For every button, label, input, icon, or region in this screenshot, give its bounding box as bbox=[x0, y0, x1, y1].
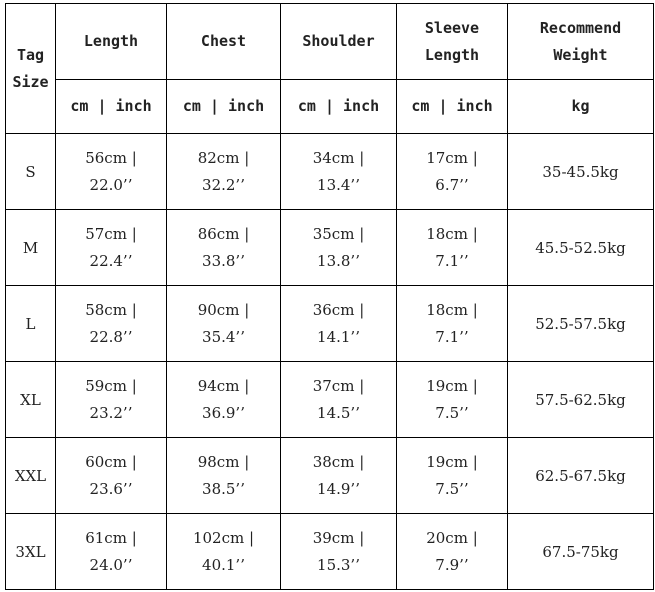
sleeve-inch: 7.9’’ bbox=[435, 555, 469, 574]
sleeve-cell bbox=[397, 286, 508, 362]
length-cell bbox=[56, 210, 167, 286]
shoulder-header: Shoulder bbox=[281, 4, 397, 80]
chest-unit: cm | inch bbox=[167, 80, 281, 134]
sleeve-inch: 7.1’’ bbox=[435, 327, 469, 346]
chest-cell bbox=[167, 362, 281, 438]
length-cell bbox=[56, 438, 167, 514]
chest-cell bbox=[167, 286, 281, 362]
tag-size-cell: XL bbox=[6, 362, 56, 438]
length-header: Length bbox=[56, 4, 167, 80]
weight-cell: 52.5-57.5kg bbox=[508, 286, 654, 362]
sleeve-inch: 7.1’’ bbox=[435, 251, 469, 270]
sleeve-cell bbox=[397, 514, 508, 590]
sleeve-length-header-line-2: Length bbox=[424, 45, 480, 64]
chest-inch: 33.8’’ bbox=[202, 251, 245, 270]
length-inch: 23.2’’ bbox=[89, 403, 133, 422]
shoulder-cm: 36cm | bbox=[312, 300, 365, 319]
tag-size-cell: XXL bbox=[6, 438, 56, 514]
tag-size-header-line-2: Size bbox=[12, 72, 49, 91]
sleeve-cm: 18cm | bbox=[426, 300, 478, 319]
length-cell bbox=[56, 286, 167, 362]
header-row bbox=[6, 4, 654, 80]
shoulder-unit: cm | inch bbox=[281, 80, 397, 134]
length-cm: 61cm | bbox=[85, 528, 137, 547]
sleeve-inch: 7.5’’ bbox=[435, 479, 469, 498]
sleeve-cell bbox=[397, 210, 508, 286]
shoulder-cell bbox=[281, 286, 397, 362]
chest-cm: 90cm | bbox=[197, 300, 250, 319]
tag-size-cell: 3XL bbox=[6, 514, 56, 590]
chest-cm: 82cm | bbox=[197, 148, 250, 167]
length-inch: 23.6’’ bbox=[89, 479, 133, 498]
shoulder-cell bbox=[281, 134, 397, 210]
shoulder-inch: 13.4’’ bbox=[317, 175, 360, 194]
sleeve-cm: 18cm | bbox=[426, 224, 478, 243]
tag-size-cell: M bbox=[6, 210, 56, 286]
weight-cell: 62.5-67.5kg bbox=[508, 438, 654, 514]
shoulder-inch: 14.9’’ bbox=[317, 479, 360, 498]
shoulder-cm: 34cm | bbox=[312, 148, 365, 167]
chest-cell bbox=[167, 514, 281, 590]
sleeve-cm: 20cm | bbox=[426, 528, 478, 547]
shoulder-cell bbox=[281, 438, 397, 514]
chest-cm: 98cm | bbox=[197, 452, 250, 471]
table-row-l bbox=[6, 286, 654, 362]
tag-size-header bbox=[6, 4, 56, 134]
length-cell bbox=[56, 134, 167, 210]
shoulder-cell bbox=[281, 210, 397, 286]
tag-size-header-line-1: Tag bbox=[16, 45, 45, 64]
shoulder-inch: 14.5’’ bbox=[317, 403, 360, 422]
length-cm: 56cm | bbox=[85, 148, 137, 167]
table-row-xxl bbox=[6, 438, 654, 514]
weight-cell: 35-45.5kg bbox=[508, 134, 654, 210]
length-cm: 58cm | bbox=[85, 300, 137, 319]
sleeve-cell bbox=[397, 134, 508, 210]
weight-cell: 57.5-62.5kg bbox=[508, 362, 654, 438]
sleeve-cell bbox=[397, 362, 508, 438]
chest-inch: 32.2’’ bbox=[202, 175, 245, 194]
weight-cell: 45.5-52.5kg bbox=[508, 210, 654, 286]
shoulder-inch: 13.8’’ bbox=[317, 251, 360, 270]
sleeve-cm: 19cm | bbox=[426, 452, 478, 471]
sleeve-inch: 7.5’’ bbox=[435, 403, 469, 422]
chest-cell bbox=[167, 134, 281, 210]
chest-header: Chest bbox=[167, 4, 281, 80]
length-cell bbox=[56, 362, 167, 438]
length-unit: cm | inch bbox=[56, 80, 167, 134]
length-inch: 24.0’’ bbox=[89, 555, 133, 574]
recommend-weight-header-line-1: Recommend bbox=[539, 18, 622, 37]
shoulder-cell bbox=[281, 362, 397, 438]
sleeve-length-header bbox=[397, 4, 508, 80]
weight-unit: kg bbox=[508, 80, 654, 134]
chest-inch: 35.4’’ bbox=[202, 327, 245, 346]
table-row-3xl bbox=[6, 514, 654, 590]
sleeve-inch: 6.7’’ bbox=[435, 175, 469, 194]
recommend-weight-header-line-2: Weight bbox=[553, 45, 608, 64]
recommend-weight-header bbox=[508, 4, 654, 80]
sleeve-length-header-line-1: Sleeve bbox=[424, 18, 480, 37]
shoulder-cm: 37cm | bbox=[312, 376, 365, 395]
chest-cell bbox=[167, 210, 281, 286]
sleeve-cm: 19cm | bbox=[426, 376, 478, 395]
sleeve-unit: cm | inch bbox=[397, 80, 508, 134]
chest-inch: 38.5’’ bbox=[202, 479, 245, 498]
chest-inch: 40.1’’ bbox=[202, 555, 245, 574]
shoulder-cm: 39cm | bbox=[312, 528, 365, 547]
chest-cm: 86cm | bbox=[197, 224, 250, 243]
sleeve-cell bbox=[397, 438, 508, 514]
chest-cm: 102cm | bbox=[192, 528, 255, 547]
length-cm: 57cm | bbox=[85, 224, 137, 243]
length-inch: 22.0’’ bbox=[89, 175, 133, 194]
length-cell bbox=[56, 514, 167, 590]
shoulder-inch: 14.1’’ bbox=[317, 327, 360, 346]
size-chart-table bbox=[5, 3, 654, 590]
table-row-s bbox=[6, 134, 654, 210]
length-inch: 22.4’’ bbox=[89, 251, 133, 270]
shoulder-cm: 35cm | bbox=[312, 224, 365, 243]
chest-cell bbox=[167, 438, 281, 514]
tag-size-cell: L bbox=[6, 286, 56, 362]
shoulder-cm: 38cm | bbox=[312, 452, 365, 471]
shoulder-inch: 15.3’’ bbox=[317, 555, 360, 574]
length-cm: 59cm | bbox=[85, 376, 137, 395]
tag-size-cell: S bbox=[6, 134, 56, 210]
chest-cm: 94cm | bbox=[197, 376, 250, 395]
table-row-xl bbox=[6, 362, 654, 438]
length-inch: 22.8’’ bbox=[89, 327, 133, 346]
units-row bbox=[6, 80, 654, 134]
weight-cell: 67.5-75kg bbox=[508, 514, 654, 590]
length-cm: 60cm | bbox=[85, 452, 137, 471]
shoulder-cell bbox=[281, 514, 397, 590]
sleeve-cm: 17cm | bbox=[426, 148, 478, 167]
table-row-m bbox=[6, 210, 654, 286]
chest-inch: 36.9’’ bbox=[202, 403, 245, 422]
